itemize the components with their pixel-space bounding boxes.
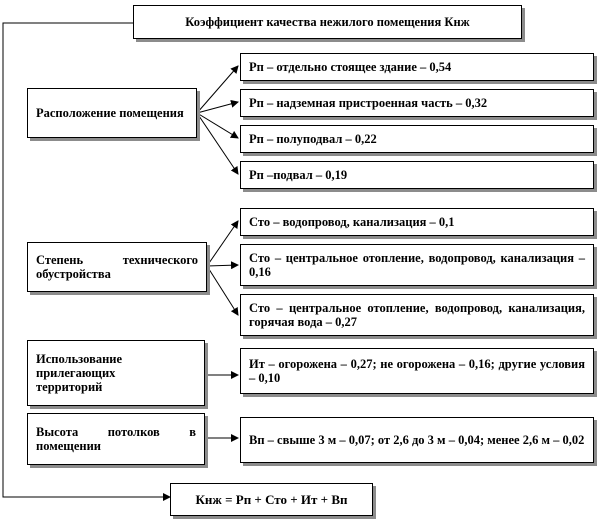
arrow-equipment-3 xyxy=(207,266,238,315)
arrow-location-4 xyxy=(197,113,238,174)
title-box xyxy=(133,5,522,39)
formula-text: Кнж = Рп + Сто + Ит + Вп xyxy=(195,491,348,507)
ceiling-item-text: Вп – свыше 3 м – 0,07; от 2,6 до 3 м – 0,04; менее 2,6 м – 0,02 xyxy=(249,433,585,447)
equipment-item-2-text: Сто – центральное отопление, водопровод, канализация – 0,16 xyxy=(249,251,585,279)
group-location-box xyxy=(27,88,197,138)
location-item-2-text: Рп – надземная пристроенная часть – 0,32 xyxy=(249,96,488,110)
group-location-label: Расположение помещения xyxy=(36,106,184,120)
group-territory-label: Использование прилегающих территорий xyxy=(36,351,123,394)
equipment-item-2 xyxy=(240,244,594,286)
territory-item xyxy=(240,348,594,394)
location-item-4 xyxy=(240,161,594,189)
arrow-equipment-2 xyxy=(207,265,238,266)
equipment-item-3-text: Сто – центральное отопление, водопровод, канализация, горячая вода – 0,27 xyxy=(249,301,585,329)
location-item-1-text: Рп – отдельно стоящее здание – 0,54 xyxy=(249,60,452,74)
equipment-item-1 xyxy=(240,208,594,236)
location-item-3-text: Рп – полуподвал – 0,22 xyxy=(249,132,377,146)
location-item-2 xyxy=(240,89,594,117)
title-text: Коэффициент качества нежилого помещения Кнж xyxy=(185,15,470,29)
arrow-equipment-1 xyxy=(207,221,238,266)
formula-box xyxy=(170,483,373,516)
equipment-item-3 xyxy=(240,294,594,336)
location-item-4-text: Рп –подвал – 0,19 xyxy=(249,168,348,182)
group-equipment-box xyxy=(27,242,207,292)
territory-item-text: Ит – огорожена – 0,27; не огорожена – 0,16; другие условия – 0,10 xyxy=(249,357,585,385)
location-item-3 xyxy=(240,125,594,153)
group-equipment-label: Степень технического обустройства xyxy=(36,253,198,281)
group-territory-box xyxy=(27,340,205,406)
group-ceiling-box xyxy=(27,413,205,465)
ceiling-item xyxy=(240,417,594,463)
arrow-location-3 xyxy=(197,113,238,138)
arrow-location-1 xyxy=(197,66,238,113)
arrow-location-2 xyxy=(197,102,238,113)
group-ceiling-label: Высота потолков в помещении xyxy=(36,425,196,453)
location-item-1 xyxy=(240,53,594,81)
equipment-item-1-text: Сто – водопровод, канализация – 0,1 xyxy=(249,215,455,229)
